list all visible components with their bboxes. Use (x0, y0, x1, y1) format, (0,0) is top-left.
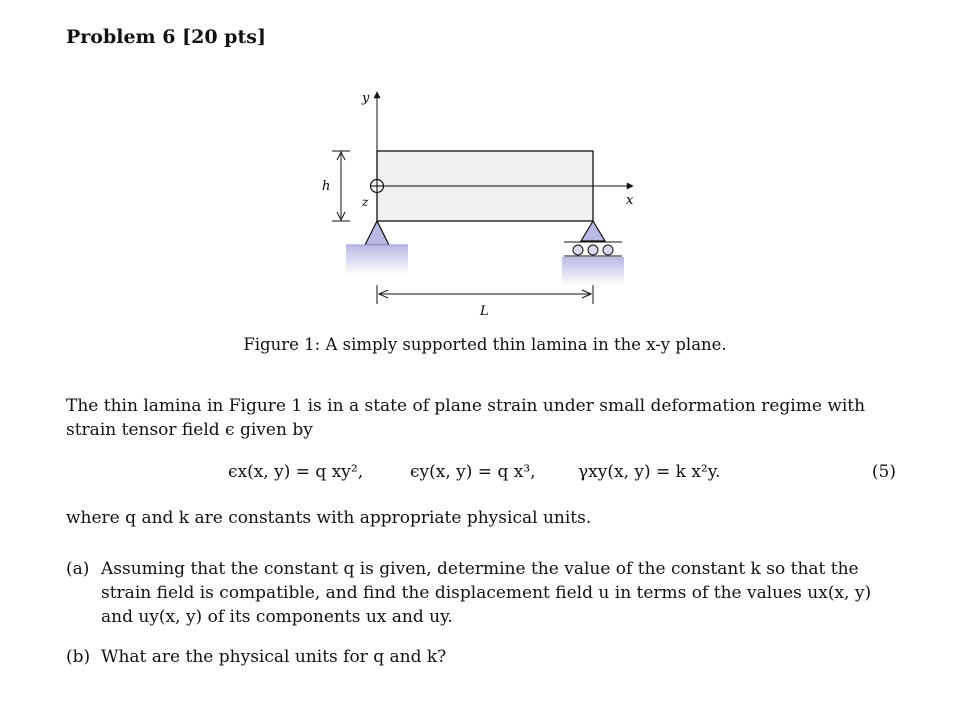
equation-eps-y: ϵy(x, y) = q x³, (410, 462, 536, 482)
figure-caption-prefix: Figure 1: (243, 335, 321, 354)
constants-paragraph: where q and k are constants with appropriate physical units. (66, 508, 592, 528)
intro-paragraph: The thin lamina in Figure 1 is in a state of plane strain under small deformation regime with strain tensor field ϵ given by (66, 396, 866, 440)
problem-number: Problem 6 (66, 26, 176, 48)
question-a-label: (a) (66, 559, 90, 579)
length-dimension (377, 285, 593, 304)
question-b-label: (b) (66, 647, 91, 667)
problem-title (66, 26, 266, 48)
height-dimension (332, 151, 350, 221)
length-label: L (480, 304, 489, 319)
question-a-text: Assuming that the constant q is given, determine the value of the constant k so that the strain field is compatible, and find the displacement field u in terms of the values ux(x, y) and uy(x, y) of its components ux and uy. (101, 559, 872, 627)
lamina-figure (300, 82, 660, 322)
question-b-text: What are the physical units for q and k? (101, 647, 447, 667)
roller-support-icon (562, 221, 624, 285)
figure-caption (0, 335, 970, 354)
equation-eps-x: ϵx(x, y) = q xy², (228, 462, 364, 482)
z-axis-origin-icon (371, 180, 384, 193)
y-axis-label: y (362, 91, 370, 106)
figure-caption-text: A simply supported thin lamina in the x-y plane. (325, 335, 727, 354)
strain-equations (66, 462, 896, 486)
z-axis-label: z (362, 195, 369, 209)
equation-gamma-xy: γxy(x, y) = k x²y. (578, 462, 721, 482)
x-axis-label: x (626, 193, 634, 208)
pin-support-icon (346, 221, 408, 275)
equation-number: (5) (871, 462, 896, 482)
height-label: h (322, 179, 331, 194)
problem-points: [20 pts] (182, 26, 266, 48)
question-a (66, 557, 896, 629)
question-b (66, 645, 896, 669)
